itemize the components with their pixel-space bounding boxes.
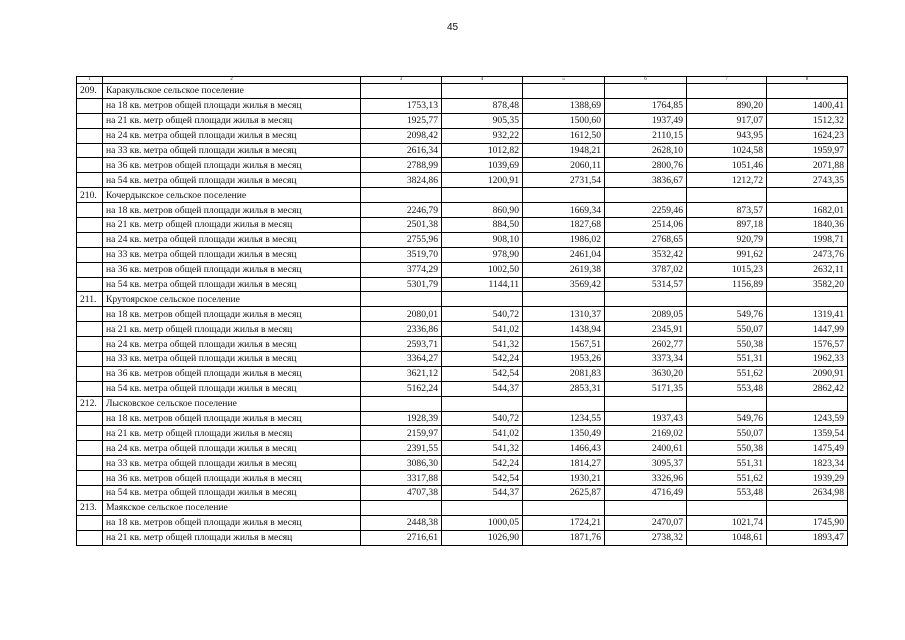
- empty-cell: [605, 500, 687, 515]
- tariff-table: [76, 76, 848, 546]
- table-row: [77, 381, 848, 396]
- value-cell: 1724,21: [523, 515, 605, 530]
- empty-cell: [361, 292, 442, 307]
- value-cell: 920,79: [687, 232, 767, 247]
- value-cell: 540,72: [442, 307, 523, 322]
- column-number: 5: [523, 77, 605, 84]
- column-number: 2: [103, 77, 361, 84]
- value-cell: 551,31: [687, 456, 767, 471]
- value-cell: 890,20: [687, 98, 767, 113]
- row-label: на 36 кв. метров общей площади жилья в месяц: [103, 471, 361, 486]
- value-cell: 541,02: [442, 322, 523, 337]
- value-cell: 2081,83: [523, 366, 605, 381]
- value-cell: 3326,96: [605, 471, 687, 486]
- empty-cell: [77, 366, 103, 381]
- value-cell: 3095,37: [605, 456, 687, 471]
- value-cell: 540,72: [442, 411, 523, 426]
- table-row: [77, 426, 848, 441]
- value-cell: 1814,27: [523, 456, 605, 471]
- value-cell: 2060,11: [523, 158, 605, 173]
- section-index: 209.: [77, 84, 103, 99]
- empty-cell: [361, 396, 442, 411]
- table-row: [77, 262, 848, 277]
- row-label: на 21 кв. метр общей площади жилья в месяц: [103, 218, 361, 233]
- value-cell: 1466,43: [523, 441, 605, 456]
- empty-cell: [77, 232, 103, 247]
- value-cell: 1500,60: [523, 113, 605, 128]
- empty-cell: [77, 411, 103, 426]
- empty-cell: [77, 471, 103, 486]
- value-cell: 1682,01: [767, 203, 848, 218]
- value-cell: 550,38: [687, 441, 767, 456]
- value-cell: 1144,11: [442, 277, 523, 292]
- value-cell: 3630,20: [605, 366, 687, 381]
- row-label: на 21 кв. метр общей площади жилья в месяц: [103, 530, 361, 545]
- value-cell: 1959,97: [767, 143, 848, 158]
- value-cell: 544,37: [442, 486, 523, 501]
- value-cell: 1000,05: [442, 515, 523, 530]
- value-cell: 5162,24: [361, 381, 442, 396]
- value-cell: 1021,74: [687, 515, 767, 530]
- value-cell: 1026,90: [442, 530, 523, 545]
- value-cell: 1212,72: [687, 173, 767, 188]
- empty-cell: [687, 188, 767, 203]
- value-cell: 1576,57: [767, 337, 848, 352]
- value-cell: 3569,42: [523, 277, 605, 292]
- value-cell: 1939,29: [767, 471, 848, 486]
- value-cell: 2743,35: [767, 173, 848, 188]
- value-cell: 3519,70: [361, 247, 442, 262]
- section-header-row: [77, 188, 848, 203]
- value-cell: 3787,02: [605, 262, 687, 277]
- table-row: [77, 98, 848, 113]
- empty-cell: [77, 128, 103, 143]
- value-cell: 2800,76: [605, 158, 687, 173]
- row-label: на 18 кв. метров общей площади жилья в месяц: [103, 411, 361, 426]
- empty-cell: [442, 396, 523, 411]
- row-label: на 21 кв. метр общей площади жилья в месяц: [103, 426, 361, 441]
- empty-cell: [523, 292, 605, 307]
- value-cell: 1840,36: [767, 218, 848, 233]
- empty-cell: [767, 292, 848, 307]
- value-cell: 2169,02: [605, 426, 687, 441]
- value-cell: 2246,79: [361, 203, 442, 218]
- value-cell: 1319,41: [767, 307, 848, 322]
- table-row: [77, 486, 848, 501]
- value-cell: 1243,59: [767, 411, 848, 426]
- empty-cell: [605, 396, 687, 411]
- value-cell: 1998,71: [767, 232, 848, 247]
- table-row: [77, 307, 848, 322]
- value-cell: 1928,39: [361, 411, 442, 426]
- value-cell: 1234,55: [523, 411, 605, 426]
- empty-cell: [442, 500, 523, 515]
- value-cell: 1925,77: [361, 113, 442, 128]
- empty-cell: [687, 292, 767, 307]
- value-cell: 2755,96: [361, 232, 442, 247]
- empty-cell: [77, 441, 103, 456]
- value-cell: 2862,42: [767, 381, 848, 396]
- empty-cell: [361, 84, 442, 99]
- value-cell: 2514,06: [605, 218, 687, 233]
- value-cell: 542,54: [442, 471, 523, 486]
- empty-cell: [77, 203, 103, 218]
- table-row: [77, 247, 848, 262]
- value-cell: 2731,54: [523, 173, 605, 188]
- table-row: [77, 113, 848, 128]
- row-label: на 24 кв. метра общей площади жилья в месяц: [103, 232, 361, 247]
- value-cell: 5314,57: [605, 277, 687, 292]
- value-cell: 878,48: [442, 98, 523, 113]
- value-cell: 542,54: [442, 366, 523, 381]
- value-cell: 2616,34: [361, 143, 442, 158]
- value-cell: 2788,99: [361, 158, 442, 173]
- value-cell: 2628,10: [605, 143, 687, 158]
- value-cell: 2461,04: [523, 247, 605, 262]
- empty-cell: [77, 173, 103, 188]
- value-cell: 3317,88: [361, 471, 442, 486]
- table-row: [77, 456, 848, 471]
- value-cell: 1388,69: [523, 98, 605, 113]
- empty-cell: [523, 500, 605, 515]
- value-cell: 3373,34: [605, 352, 687, 367]
- value-cell: 905,35: [442, 113, 523, 128]
- value-cell: 3836,67: [605, 173, 687, 188]
- value-cell: 1350,49: [523, 426, 605, 441]
- empty-cell: [77, 218, 103, 233]
- row-label: на 36 кв. метров общей площади жилья в месяц: [103, 366, 361, 381]
- value-cell: 4716,49: [605, 486, 687, 501]
- value-cell: 873,57: [687, 203, 767, 218]
- value-cell: 1745,90: [767, 515, 848, 530]
- column-number: 1: [77, 77, 103, 84]
- value-cell: 1753,13: [361, 98, 442, 113]
- empty-cell: [687, 500, 767, 515]
- value-cell: 2080,01: [361, 307, 442, 322]
- value-cell: 1012,82: [442, 143, 523, 158]
- section-index: 212.: [77, 396, 103, 411]
- empty-cell: [77, 381, 103, 396]
- value-cell: 932,22: [442, 128, 523, 143]
- value-cell: 884,50: [442, 218, 523, 233]
- table-row: [77, 277, 848, 292]
- value-cell: 908,10: [442, 232, 523, 247]
- row-label: на 18 кв. метров общей площади жилья в месяц: [103, 307, 361, 322]
- empty-cell: [442, 292, 523, 307]
- row-label: на 33 кв. метра общей площади жилья в месяц: [103, 352, 361, 367]
- section-index: 210.: [77, 188, 103, 203]
- value-cell: 1048,61: [687, 530, 767, 545]
- value-cell: 3774,29: [361, 262, 442, 277]
- empty-cell: [77, 307, 103, 322]
- empty-cell: [77, 456, 103, 471]
- empty-cell: [77, 486, 103, 501]
- empty-cell: [767, 188, 848, 203]
- column-number: 3: [361, 77, 442, 84]
- value-cell: 1438,94: [523, 322, 605, 337]
- value-cell: 549,76: [687, 411, 767, 426]
- value-cell: 2593,71: [361, 337, 442, 352]
- empty-cell: [77, 262, 103, 277]
- value-cell: 550,07: [687, 322, 767, 337]
- value-cell: 5301,79: [361, 277, 442, 292]
- value-cell: 2716,61: [361, 530, 442, 545]
- value-cell: 551,31: [687, 352, 767, 367]
- value-cell: 1039,69: [442, 158, 523, 173]
- value-cell: 2738,32: [605, 530, 687, 545]
- value-cell: 2768,65: [605, 232, 687, 247]
- value-cell: 3086,30: [361, 456, 442, 471]
- page-number: 45: [446, 22, 459, 33]
- value-cell: 1669,34: [523, 203, 605, 218]
- section-name: Лысковское сельское поселение: [103, 396, 361, 411]
- empty-cell: [442, 84, 523, 99]
- section-name: Кочердыкское сельское поселение: [103, 188, 361, 203]
- row-label: на 18 кв. метров общей площади жилья в месяц: [103, 98, 361, 113]
- value-cell: 1400,41: [767, 98, 848, 113]
- value-cell: 1015,23: [687, 262, 767, 277]
- value-cell: 1359,54: [767, 426, 848, 441]
- value-cell: 1447,99: [767, 322, 848, 337]
- value-cell: 550,07: [687, 426, 767, 441]
- row-label: на 24 кв. метра общей площади жилья в месяц: [103, 128, 361, 143]
- value-cell: 3621,12: [361, 366, 442, 381]
- value-cell: 1051,46: [687, 158, 767, 173]
- value-cell: 2400,61: [605, 441, 687, 456]
- value-cell: 917,07: [687, 113, 767, 128]
- table-row: [77, 128, 848, 143]
- empty-cell: [77, 158, 103, 173]
- value-cell: 1612,50: [523, 128, 605, 143]
- table-body: [77, 77, 848, 546]
- empty-cell: [687, 84, 767, 99]
- value-cell: 2071,88: [767, 158, 848, 173]
- value-cell: 2391,55: [361, 441, 442, 456]
- value-cell: 1310,37: [523, 307, 605, 322]
- table-row: [77, 322, 848, 337]
- value-cell: 3532,42: [605, 247, 687, 262]
- empty-cell: [767, 500, 848, 515]
- table-row: [77, 411, 848, 426]
- value-cell: 1937,49: [605, 113, 687, 128]
- value-cell: 4707,38: [361, 486, 442, 501]
- value-cell: 3582,20: [767, 277, 848, 292]
- table-row: [77, 218, 848, 233]
- empty-cell: [361, 500, 442, 515]
- row-label: на 24 кв. метра общей площади жилья в месяц: [103, 441, 361, 456]
- section-header-row: [77, 292, 848, 307]
- empty-cell: [77, 530, 103, 545]
- table-row: [77, 203, 848, 218]
- section-header-row: [77, 500, 848, 515]
- value-cell: 1986,02: [523, 232, 605, 247]
- empty-cell: [77, 277, 103, 292]
- table-row: [77, 441, 848, 456]
- value-cell: 2501,38: [361, 218, 442, 233]
- row-label: на 21 кв. метр общей площади жилья в месяц: [103, 322, 361, 337]
- value-cell: 2473,76: [767, 247, 848, 262]
- row-label: на 36 кв. метров общей площади жилья в месяц: [103, 158, 361, 173]
- value-cell: 991,62: [687, 247, 767, 262]
- column-number: 4: [442, 77, 523, 84]
- empty-cell: [687, 396, 767, 411]
- value-cell: 1962,33: [767, 352, 848, 367]
- section-index: 211.: [77, 292, 103, 307]
- value-cell: 551,62: [687, 366, 767, 381]
- value-cell: 2090,91: [767, 366, 848, 381]
- value-cell: 978,90: [442, 247, 523, 262]
- value-cell: 3824,86: [361, 173, 442, 188]
- section-header-row: [77, 84, 848, 99]
- empty-cell: [77, 515, 103, 530]
- value-cell: 2853,31: [523, 381, 605, 396]
- empty-cell: [77, 98, 103, 113]
- row-label: на 33 кв. метра общей площади жилья в месяц: [103, 143, 361, 158]
- section-name: Каракульское сельское поселение: [103, 84, 361, 99]
- empty-cell: [77, 113, 103, 128]
- empty-cell: [442, 188, 523, 203]
- table-row: [77, 515, 848, 530]
- empty-cell: [523, 84, 605, 99]
- value-cell: 2448,38: [361, 515, 442, 530]
- value-cell: 549,76: [687, 307, 767, 322]
- value-cell: 550,38: [687, 337, 767, 352]
- section-name: Крутоярское сельское поселение: [103, 292, 361, 307]
- row-label: на 36 кв. метров общей площади жилья в месяц: [103, 262, 361, 277]
- value-cell: 1823,34: [767, 456, 848, 471]
- empty-cell: [523, 188, 605, 203]
- value-cell: 1024,58: [687, 143, 767, 158]
- row-label: на 24 кв. метра общей площади жилья в месяц: [103, 337, 361, 352]
- value-cell: 1948,21: [523, 143, 605, 158]
- section-header-row: [77, 396, 848, 411]
- column-number: 7: [687, 77, 767, 84]
- empty-cell: [77, 337, 103, 352]
- value-cell: 2345,91: [605, 322, 687, 337]
- value-cell: 1827,68: [523, 218, 605, 233]
- value-cell: 1567,51: [523, 337, 605, 352]
- row-label: на 54 кв. метра общей площади жилья в месяц: [103, 277, 361, 292]
- empty-cell: [605, 188, 687, 203]
- value-cell: 2632,11: [767, 262, 848, 277]
- empty-cell: [361, 188, 442, 203]
- empty-cell: [77, 426, 103, 441]
- value-cell: 542,24: [442, 352, 523, 367]
- column-number-row: [77, 77, 848, 84]
- value-cell: 943,95: [687, 128, 767, 143]
- value-cell: 2470,07: [605, 515, 687, 530]
- value-cell: 1930,21: [523, 471, 605, 486]
- empty-cell: [605, 84, 687, 99]
- table-row: [77, 530, 848, 545]
- value-cell: 2602,77: [605, 337, 687, 352]
- value-cell: 541,32: [442, 441, 523, 456]
- row-label: на 54 кв. метра общей площади жилья в месяц: [103, 173, 361, 188]
- value-cell: 3364,27: [361, 352, 442, 367]
- empty-cell: [77, 247, 103, 262]
- value-cell: 2625,87: [523, 486, 605, 501]
- value-cell: 1624,23: [767, 128, 848, 143]
- empty-cell: [767, 396, 848, 411]
- row-label: на 33 кв. метра общей площади жилья в месяц: [103, 456, 361, 471]
- value-cell: 2619,38: [523, 262, 605, 277]
- row-label: на 54 кв. метра общей площади жилья в месяц: [103, 486, 361, 501]
- value-cell: 1512,32: [767, 113, 848, 128]
- value-cell: 2336,86: [361, 322, 442, 337]
- value-cell: 2259,46: [605, 203, 687, 218]
- table-row: [77, 158, 848, 173]
- empty-cell: [767, 84, 848, 99]
- value-cell: 542,24: [442, 456, 523, 471]
- value-cell: 1200,91: [442, 173, 523, 188]
- row-label: на 54 кв. метра общей площади жилья в месяц: [103, 381, 361, 396]
- table-row: [77, 352, 848, 367]
- value-cell: 541,02: [442, 426, 523, 441]
- value-cell: 2089,05: [605, 307, 687, 322]
- section-index: 213.: [77, 500, 103, 515]
- value-cell: 1002,50: [442, 262, 523, 277]
- value-cell: 2634,98: [767, 486, 848, 501]
- value-cell: 1764,85: [605, 98, 687, 113]
- value-cell: 860,90: [442, 203, 523, 218]
- section-name: Маякское сельское поселение: [103, 500, 361, 515]
- column-number: 8: [767, 77, 848, 84]
- value-cell: 541,32: [442, 337, 523, 352]
- value-cell: 1953,26: [523, 352, 605, 367]
- value-cell: 553,48: [687, 486, 767, 501]
- value-cell: 1937,43: [605, 411, 687, 426]
- value-cell: 1475,49: [767, 441, 848, 456]
- table-row: [77, 366, 848, 381]
- column-number: 6: [605, 77, 687, 84]
- table-row: [77, 337, 848, 352]
- row-label: на 21 кв. метр общей площади жилья в месяц: [103, 113, 361, 128]
- value-cell: 553,48: [687, 381, 767, 396]
- table-row: [77, 471, 848, 486]
- value-cell: 2159,97: [361, 426, 442, 441]
- row-label: на 18 кв. метров общей площади жилья в месяц: [103, 515, 361, 530]
- value-cell: 1156,89: [687, 277, 767, 292]
- empty-cell: [77, 143, 103, 158]
- empty-cell: [523, 396, 605, 411]
- table-row: [77, 173, 848, 188]
- value-cell: 5171,35: [605, 381, 687, 396]
- value-cell: 2110,15: [605, 128, 687, 143]
- empty-cell: [77, 352, 103, 367]
- value-cell: 2098,42: [361, 128, 442, 143]
- value-cell: 551,62: [687, 471, 767, 486]
- table-row: [77, 143, 848, 158]
- value-cell: 544,37: [442, 381, 523, 396]
- row-label: на 18 кв. метров общей площади жилья в месяц: [103, 203, 361, 218]
- empty-cell: [77, 322, 103, 337]
- table-row: [77, 232, 848, 247]
- empty-cell: [605, 292, 687, 307]
- value-cell: 897,18: [687, 218, 767, 233]
- value-cell: 1893,47: [767, 530, 848, 545]
- row-label: на 33 кв. метра общей площади жилья в месяц: [103, 247, 361, 262]
- value-cell: 1871,76: [523, 530, 605, 545]
